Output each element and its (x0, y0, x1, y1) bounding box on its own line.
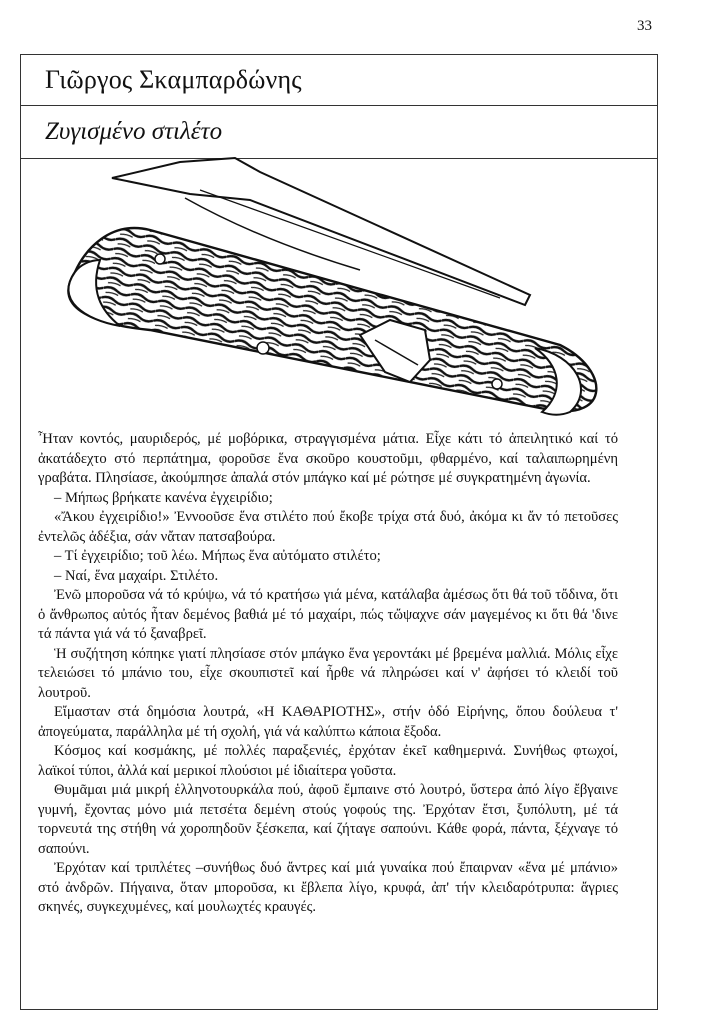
story-body (38, 430, 618, 918)
paragraph: Ἐνῶ μποροῦσα νά τό κρύψω, νά τό κρατήσω γιά μένα, κατάλαβα ἀμέσως ὅτι θά τοῦ τὄδινα, ὅτι ὁ ἄνθρωπος αὐτός ἦταν δεμένος βαθιά μέ τό μαχαίρι, πώς τὤψαχνε σάν μαγεμένος κι ὅτι θά 'δινε τά πάντα γιά νά τό ξαναβρεῖ. (38, 587, 618, 642)
paragraph: – Τί ἐγχειρίδιο; τοῦ λέω. Μήπως ἕνα αὐτόματο στιλέτο; (54, 548, 381, 564)
author-row (21, 55, 657, 106)
paragraph: Κόσμος καί κοσμάκης, μέ πολλές παραξενιές, ἐρχόταν ἐκεῖ καθημερινά. Συνήθως φτωχοί, λαϊκοί τύποι, ἀλλά καί μερικοί πλούσιοι μέ ἰδιαίτερα γοῦστα. (38, 743, 618, 779)
paragraph: Θυμᾶμαι μιά μικρή ἑλληνοτουρκάλα πού, ἀφοῦ ἔμπαινε στό λουτρό, ὕστερα ἀπό λίγο ἔβγαινε γυμνή, ἔχοντας μόνο μιά πετσέτα δεμένη στούς γοφούς της. Ἐρχόταν ἔτσι, ξυπόλυτη, μέ τά τορνευτά της στήθη νά χοροπηδοῦν ξέσκεπα, καί ζήταγε σαπούνι. Κάθε φορά, πάντα, ξέχναγε τό σαπούνι. (38, 782, 618, 857)
page-number: 33 (637, 18, 652, 34)
paragraph: – Μήπως βρήκατε κανένα ἐγχειρίδιο; (54, 489, 273, 506)
paragraph: Εἴμασταν στά δημόσια λουτρά, «Η ΚΑΘΑΡΙΟΤΗΣ», στήν ὁδό Εἰρήνης, ὅπου δούλευα τ' ἀπογεύματα, παράλληλα μέ τή σχολή, γιά νά καλύπτω κάποια ἔξοδα. (38, 704, 618, 740)
paragraph: Ἐρχόταν καί τριπλέτες –συνήθως δυό ἄντρες καί μιά γυναίκα πού ἔπαιρναν «ἕνα μέ μπάνιο» στό ἀνδρῶν. Πήγαινα, ὅταν μποροῦσα, κι ἔβλεπα λίγο, κρυφά, ἀπ' τήν κλειδαρότρυπα: ἄγριες σκηνές, συγκεχυμένες, καί μουλωχτές κραυγές. (38, 860, 618, 915)
paragraph: Ἦταν κοντός, μαυριδερός, μέ μοβόρικα, στραγγισμένα μάτια. Εἶχε κάτι τό ἀπειλητικό καί τό ἀκατάδεχτο στό περπάτημα, φοροῦσε ἕνα σκοῦρο κουστοῦμι, φθαρμένο, καί ταλαιπωρημένη γραβάτα. Πλησίασε, ἀκούμπησε ἀπαλά στόν μπάγκο καί μέ ρώτησε μέ συγκρατημένη ἀγωνία. (38, 431, 618, 486)
story-title: Ζυγισμένο στιλέτο (45, 118, 223, 145)
paragraph: Ἡ συζήτηση κόπηκε γιατί πλησίασε στόν μπάγκο ἕνα γεροντάκι μέ βρεμένα μαλλιά. Μόλις εἶχε τελειώσει τό μπάνιο του, εἶχε σκουπιστεῖ καί ἦρθε νά πληρώσει καί ν' ἀφήσει τό κλειδί τοῦ λουτροῦ. (38, 645, 618, 701)
paragraph: «Ἄκου ἐγχειρίδιο!» Ἐννοοῦσε ἕνα στιλέτο πού ἔκοβε τρίχα στά δυό, ἀκόμα κι ἄν τό πετοῦσες ἐντελῶς ἀδέξια, σάν νἄταν πατσαβούρα. (38, 509, 618, 545)
author-name: Γιῶργος Σκαμπαρδώνης (45, 65, 302, 94)
pocket-knife-icon (30, 120, 610, 440)
paragraph: – Ναί, ἕνα μαχαίρι. Στιλέτο. (54, 567, 219, 584)
